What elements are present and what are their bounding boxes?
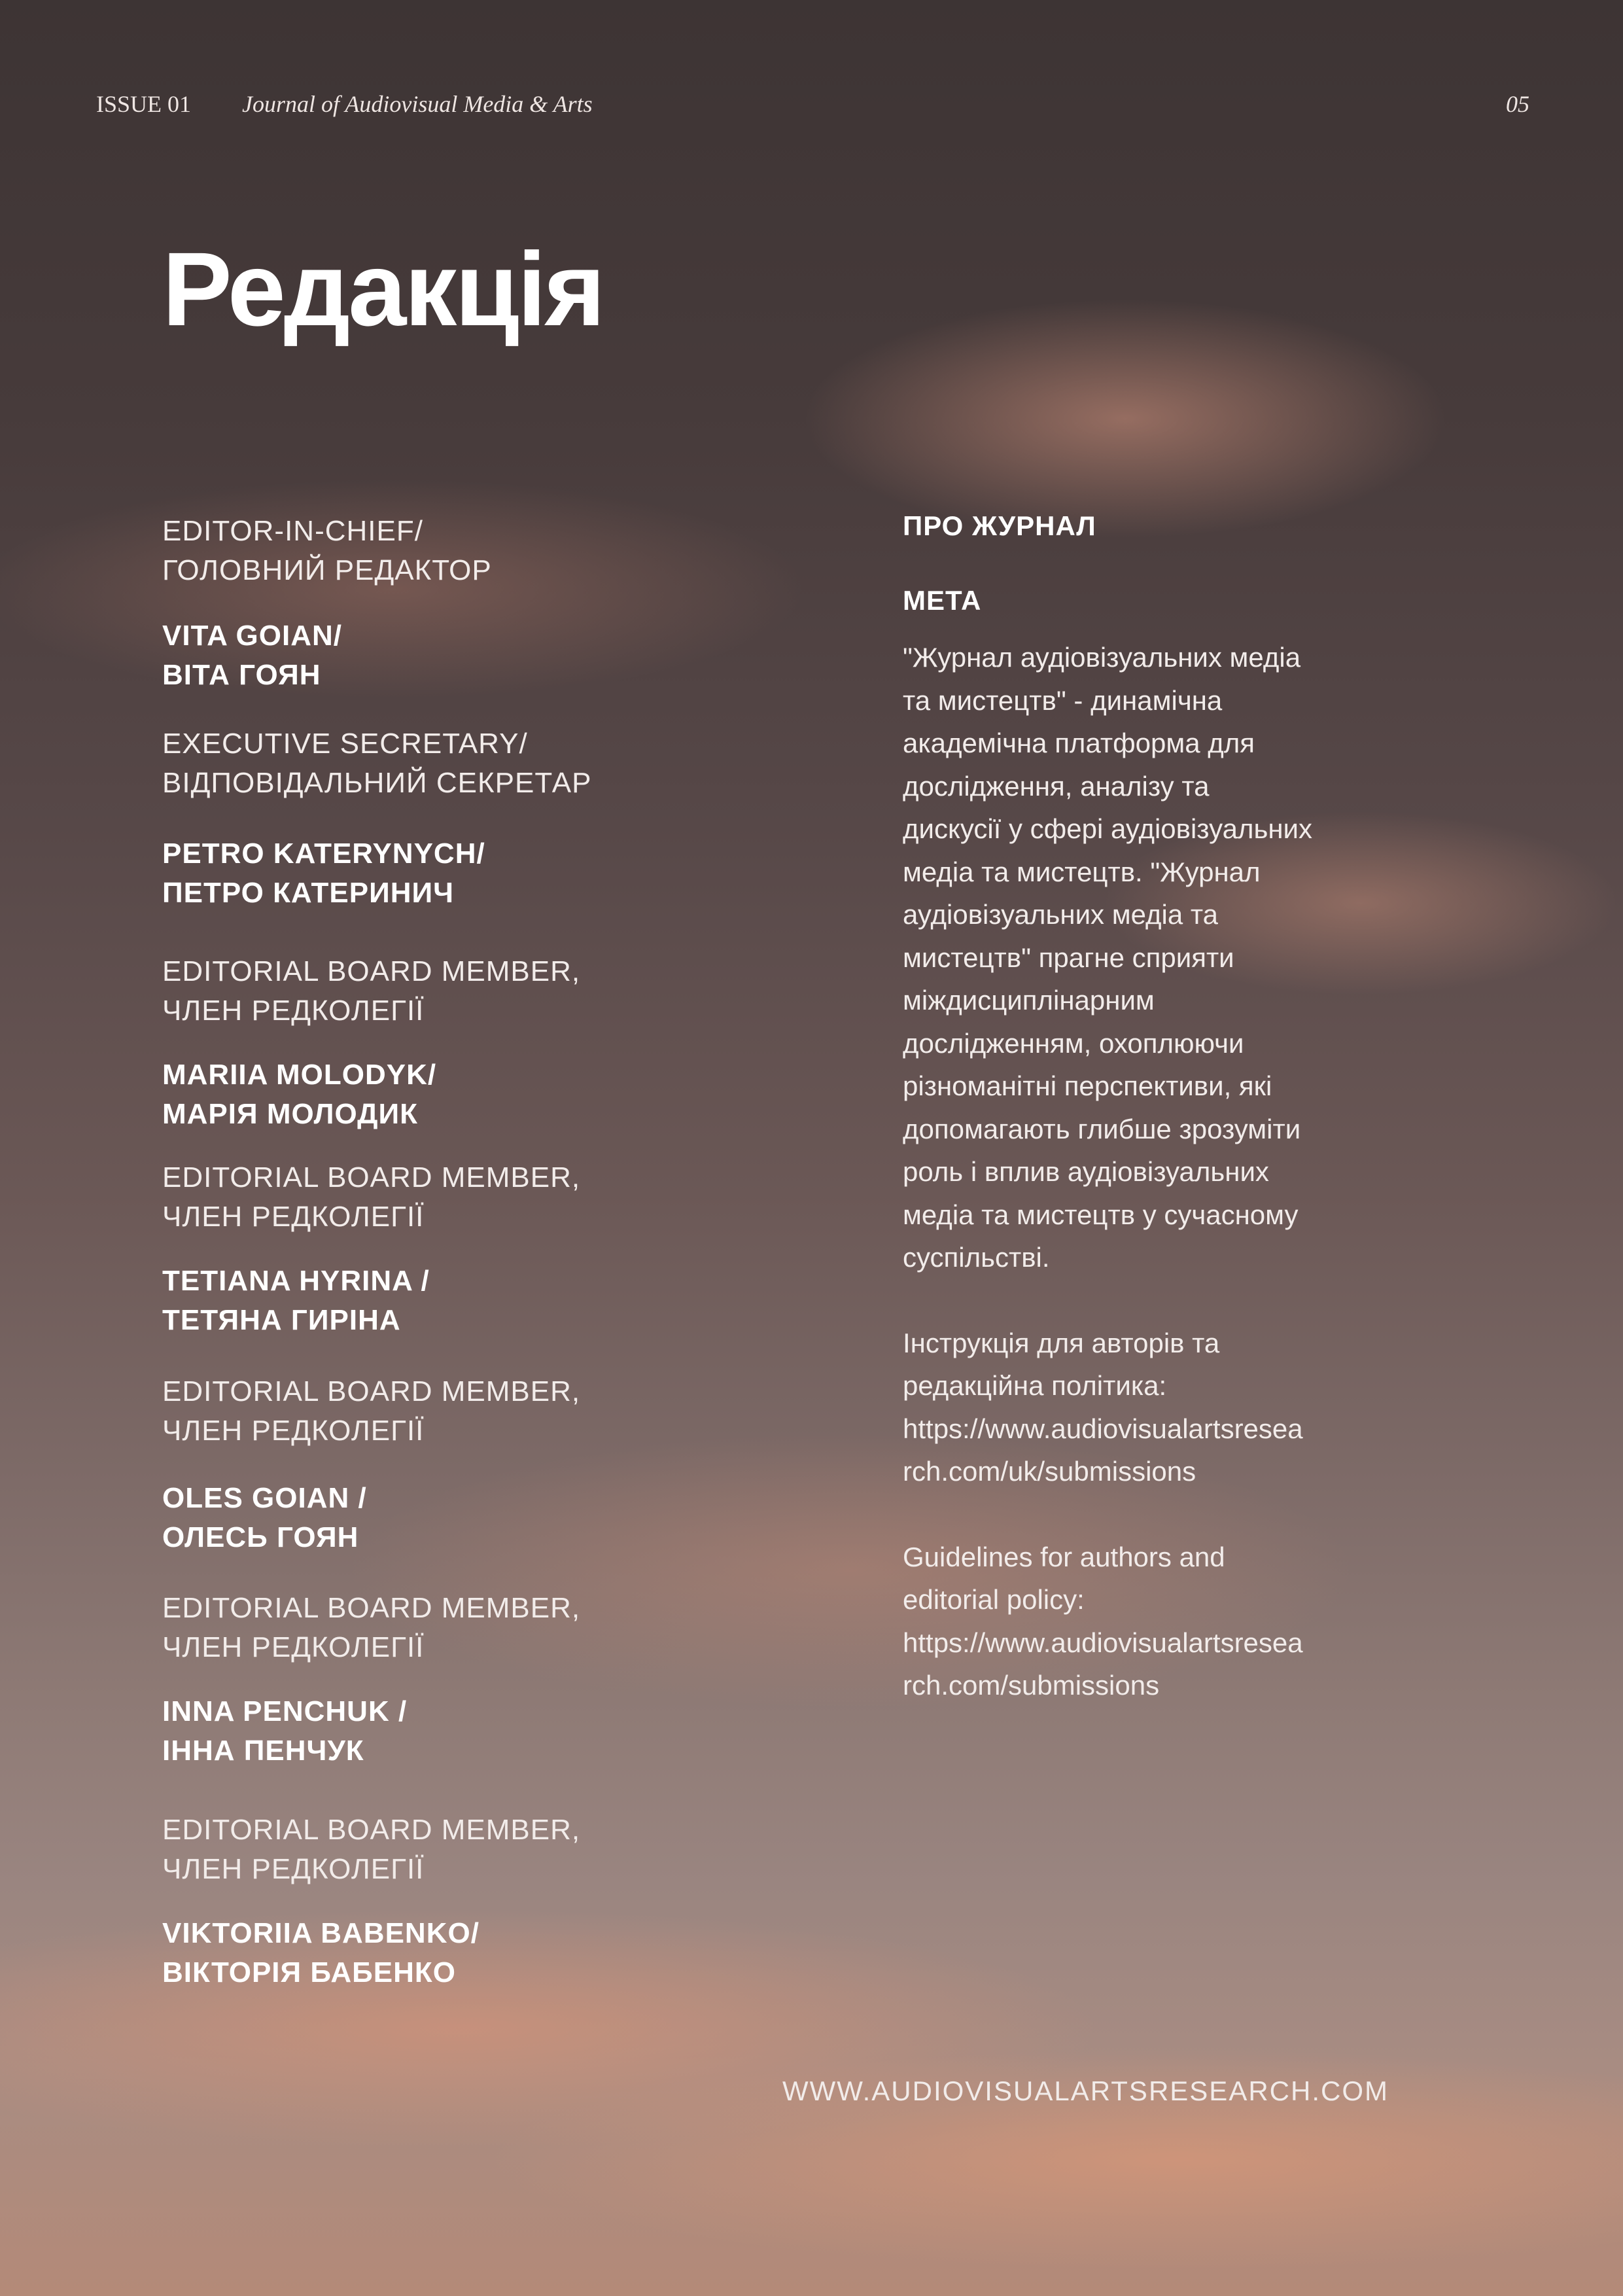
journal-description: "Журнал аудіовізуальних медіа та мистецтв" - динамічна академічна платформа для дослідження, аналізу та дискусії у сфері аудіовізуальних медіа та мистецтв. "Журнал аудіовізуальних медіа та мистецтв" прагне сприяти міждисциплінарним дослідженням, охоплюючи різноманітні перспективи, які допомагають глибше зрозуміти роль і вплив аудіовізуальних медіа та мистецтв у сучасному суспільстві. (903, 642, 1313, 1273)
board-member-role: EDITORIAL BOARD MEMBER, ЧЛЕН РЕДКОЛЕГІЇ (162, 1375, 581, 1447)
board-member-role: EDITORIAL BOARD MEMBER, ЧЛЕН РЕДКОЛЕГІЇ (162, 1161, 581, 1233)
guidelines-uk: Інструкція для авторів та редакційна політика: https://www.audiovisualartsresea rch.com/uk/submissions (903, 1327, 1303, 1487)
board-member-name: INNA PENCHUK / ІННА ПЕНЧУК (162, 1695, 408, 1767)
website-link[interactable]: WWW.AUDIOVISUALARTSRESEARCH.COM (782, 2075, 1389, 2106)
guidelines-en: Guidelines for authors and editorial policy: https://www.audiovisualartsresea rch.com/submissions (903, 1541, 1303, 1701)
about-journal (903, 510, 1557, 1707)
board-member-role: EDITORIAL BOARD MEMBER, ЧЛЕН РЕДКОЛЕГІЇ (162, 1592, 581, 1663)
editor-in-chief-name: VITA GOIAN/ ВІТА ГОЯН (162, 620, 342, 691)
executive-secretary-role: EXECUTIVE SECRETARY/ ВІДПОВІДАЛЬНИЙ СЕКРЕТАР (162, 728, 592, 799)
executive-secretary-name: PETRO KATERYNYCH/ ПЕТРО КАТЕРИНИЧ (162, 838, 485, 909)
board-member-name: VIKTORIIA BABENKO/ ВІКТОРІЯ БАБЕНКО (162, 1917, 480, 1988)
journal-title: Journal of Audiovisual Media & Arts (242, 91, 593, 117)
page-number: 05 (1506, 91, 1529, 117)
issue-label: ISSUE 01 (96, 91, 192, 117)
editor-in-chief-role: EDITOR-IN-CHIEF/ ГОЛОВНИЙ РЕДАКТОР (162, 515, 492, 586)
board-member-name: OLES GOIAN / ОЛЕСЬ ГОЯН (162, 1482, 367, 1553)
goal-heading: МЕТА (903, 585, 982, 616)
board-member-name: TETIANA HYRINA / ТЕТЯНА ГИРІНА (162, 1265, 430, 1336)
page-title: Редакція (162, 230, 604, 347)
board-member-role: EDITORIAL BOARD MEMBER, ЧЛЕН РЕДКОЛЕГІЇ (162, 1814, 581, 1885)
board-member-role: EDITORIAL BOARD MEMBER, ЧЛЕН РЕДКОЛЕГІЇ (162, 955, 581, 1027)
about-heading: ПРО ЖУРНАЛ (903, 510, 1096, 541)
board-member-name: MARIIA MOLODYK/ МАРІЯ МОЛОДИК (162, 1059, 437, 1130)
